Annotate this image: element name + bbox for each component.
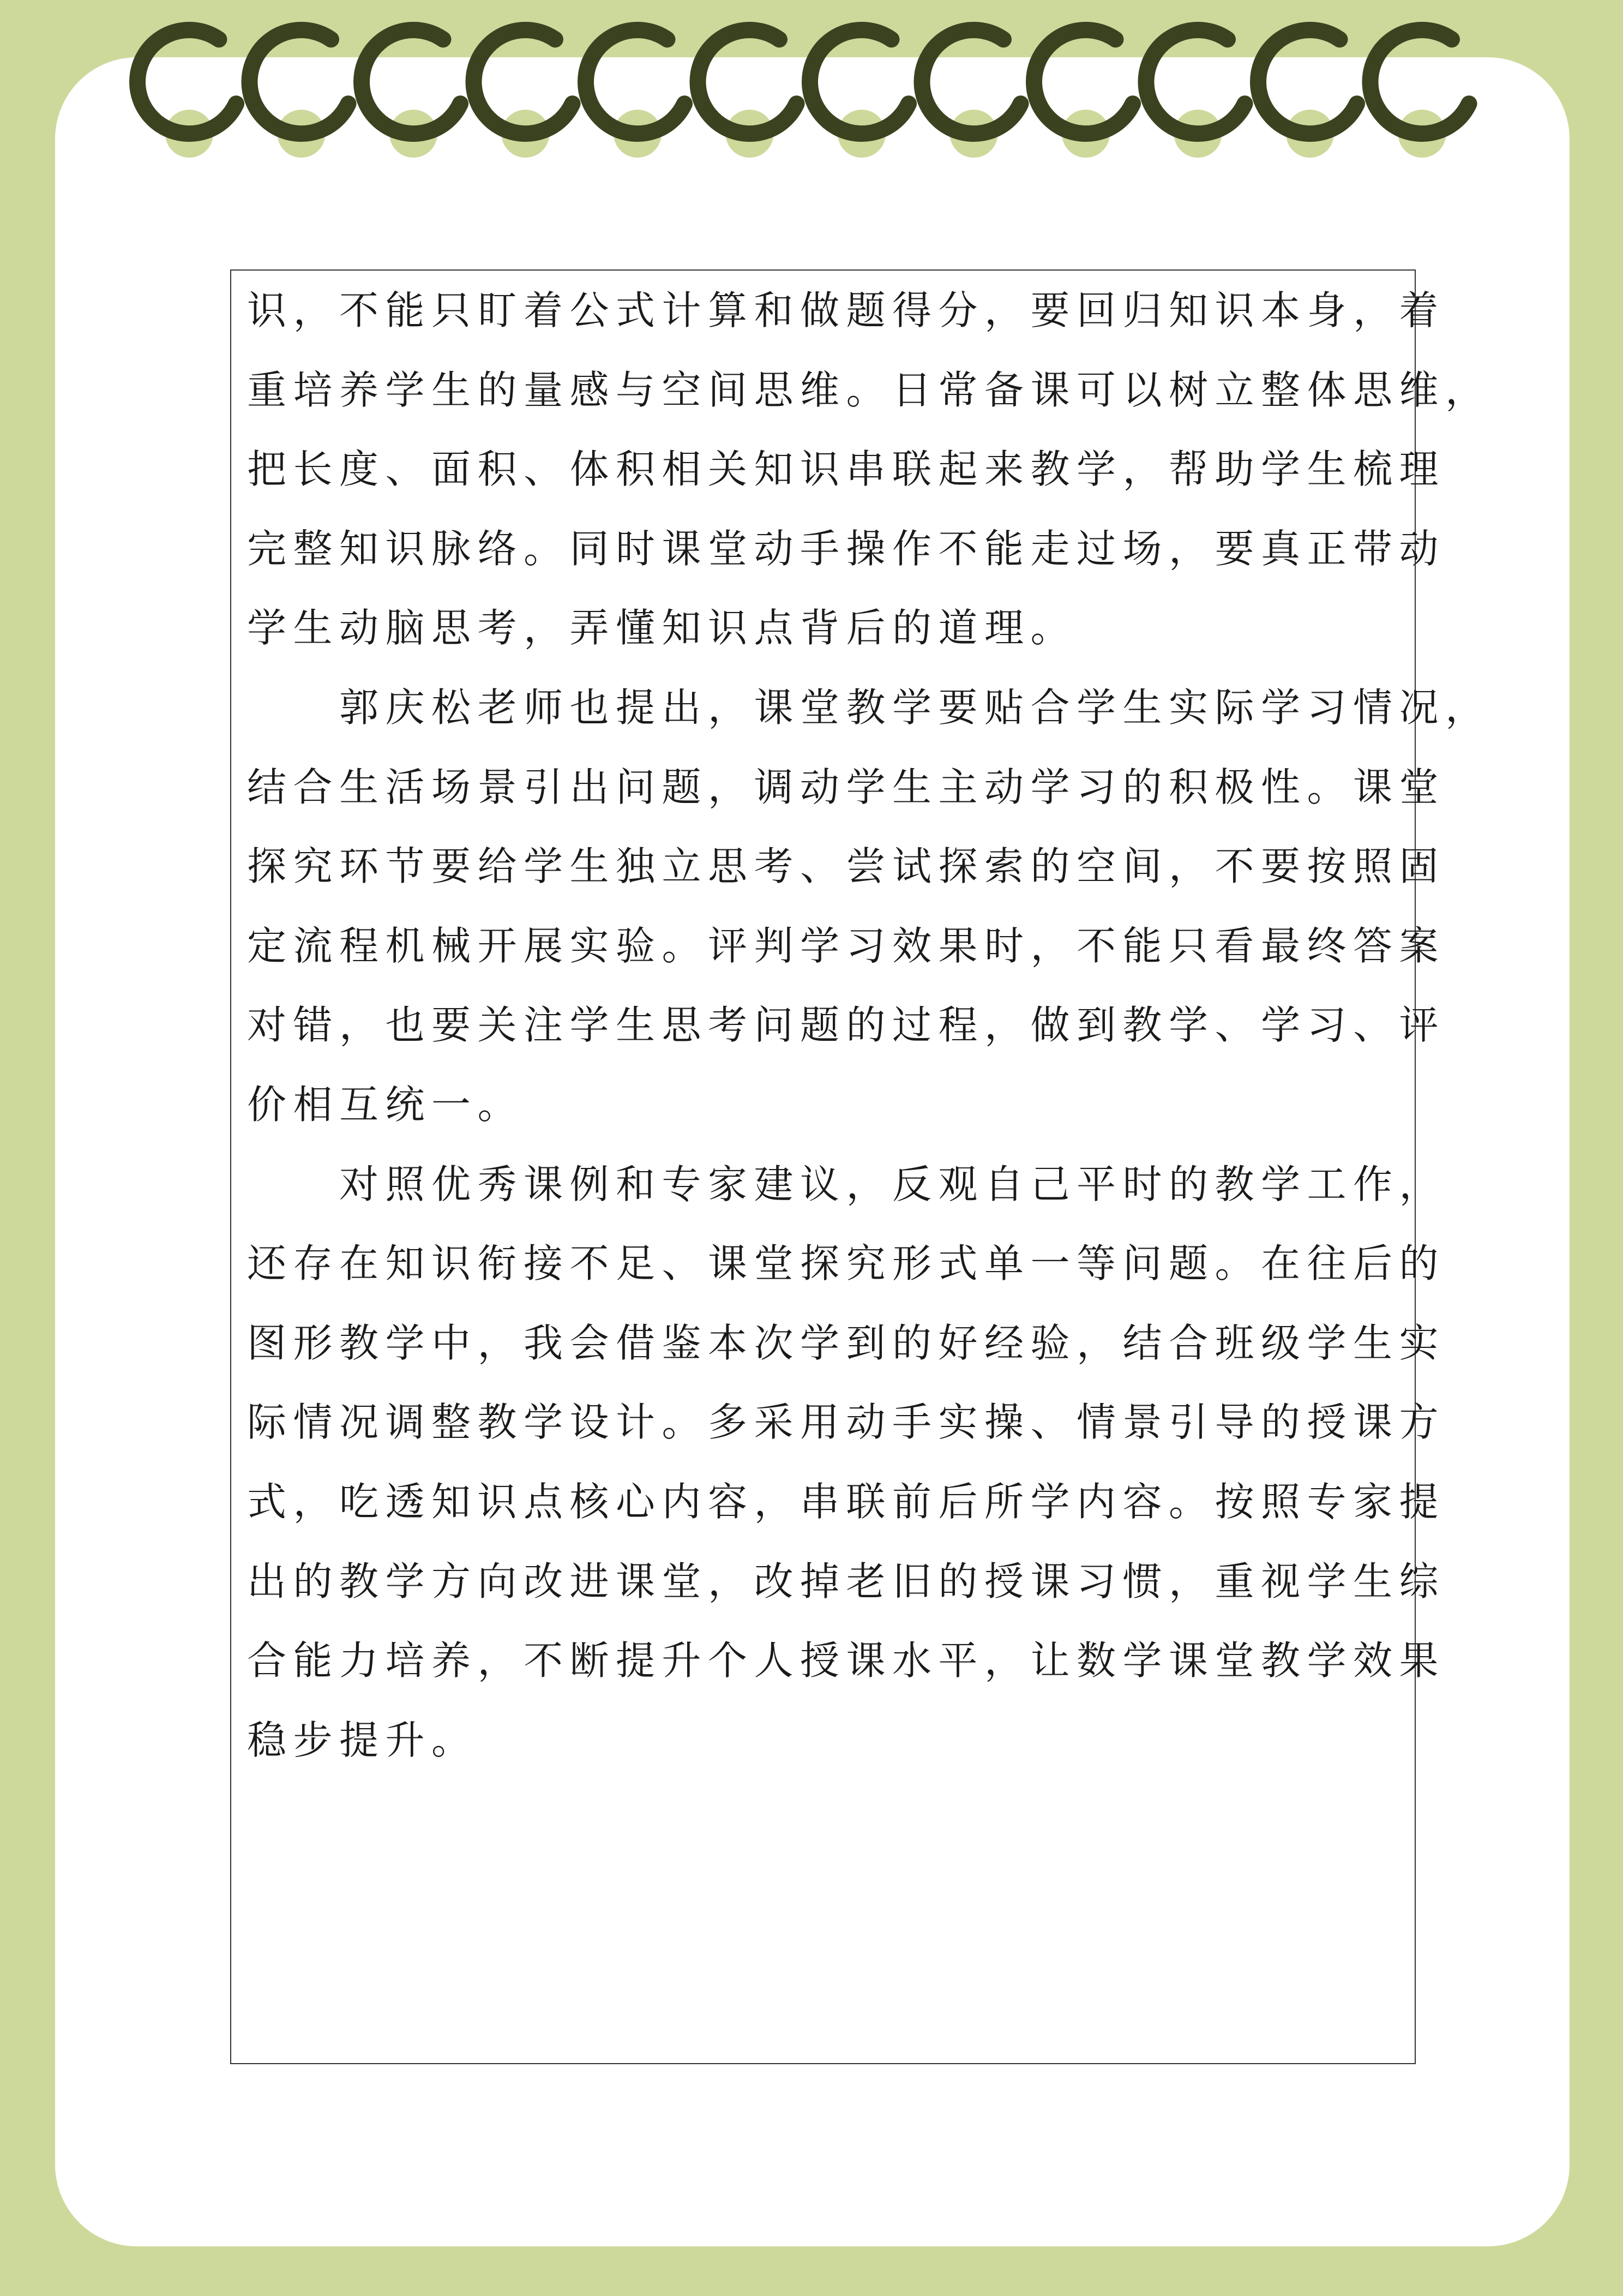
text-line: 郭庆松老师也提出，课堂教学要贴合学生实际学习情况， — [247, 684, 1492, 730]
spiral-ring-icon — [474, 30, 573, 158]
spiral-ring-icon — [1034, 30, 1133, 158]
paragraph-3 — [247, 1145, 1446, 1781]
spiral-ring-icon — [362, 30, 460, 158]
text-line: 际情况调整教学设计。多采用动手实操、情景引导的授课方 — [247, 1399, 1446, 1446]
text-line: 定流程机械开展实验。评判学习效果时，不能只看最终答案 — [247, 922, 1446, 969]
text-line: 把长度、面积、体积相关知识串联起来教学，帮助学生梳理 — [247, 446, 1446, 493]
spiral-binding — [0, 0, 1623, 180]
text-line: 对错，也要关注学生思考问题的过程，做到教学、学习、评 — [247, 1002, 1446, 1048]
text-line: 式，吃透知识点核心内容，串联前后所学内容。按照专家提 — [247, 1478, 1446, 1525]
text-line: 重培养学生的量感与空间思维。日常备课可以树立整体思维， — [247, 367, 1492, 413]
spiral-ring-icon — [586, 30, 684, 158]
text-line: 对照优秀课例和专家建议，反观自己平时的教学工作， — [247, 1161, 1446, 1207]
spiral-ring-icon — [698, 30, 796, 158]
paragraph-2 — [247, 668, 1492, 1145]
text-line: 图形教学中，我会借鉴本次学到的好经验，结合班级学生实 — [247, 1320, 1446, 1366]
text-line: 学生动脑思考，弄懂知识点背后的道理。 — [247, 605, 1077, 651]
spiral-ring-icon — [810, 30, 909, 158]
text-line: 结合生活场景引出问题，调动学生主动学习的积极性。课堂 — [247, 764, 1446, 810]
spiral-ring-icon — [922, 30, 1021, 158]
text-line: 识，不能只盯着公式计算和做题得分，要回归知识本身，着 — [247, 287, 1446, 333]
text-line: 合能力培养，不断提升个人授课水平，让数学课堂教学效果 — [247, 1638, 1446, 1684]
paragraph-1 — [247, 271, 1492, 668]
text-line: 稳步提升。 — [247, 1717, 478, 1763]
text-line: 还存在知识衔接不足、课堂探究形式单一等问题。在往后的 — [247, 1240, 1446, 1287]
text-line: 价相互统一。 — [247, 1081, 524, 1128]
spiral-ring-icon — [1370, 30, 1469, 158]
spiral-ring-icon — [137, 30, 236, 158]
spiral-ring-icon — [1258, 30, 1357, 158]
text-line: 完整知识脉络。同时课堂动手操作不能走过场，要真正带动 — [247, 525, 1446, 572]
spiral-ring-icon — [250, 30, 348, 158]
spiral-ring-icon — [1146, 30, 1245, 158]
text-line: 探究环节要给学生独立思考、尝试探索的空间，不要按照固 — [247, 843, 1446, 890]
document-body — [247, 271, 1492, 1780]
text-line: 出的教学方向改进课堂，改掉老旧的授课习惯，重视学生综 — [247, 1558, 1446, 1604]
